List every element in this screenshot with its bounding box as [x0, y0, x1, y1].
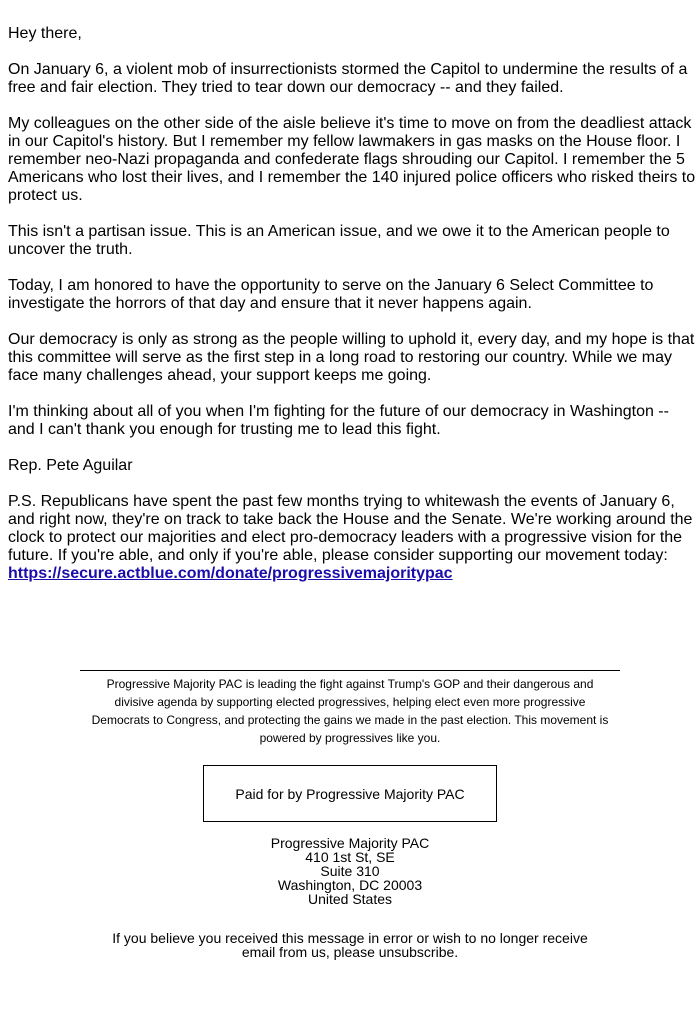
address-suite: Suite 310 — [320, 863, 380, 879]
address-name: Progressive Majority PAC — [270, 835, 430, 851]
email-body — [8, 25, 696, 601]
signature: Rep. Pete Aguilar — [8, 457, 133, 474]
paragraph-mob: On January 6, a violent mob of insurrectionists stormed the Capitol to undermine the results of a free and fair election. They tried to tear down our democracy -- and they failed. — [8, 61, 688, 96]
paragraph-democracy: Our democracy is only as strong as the people willing to uphold it, every day, and my hope is that this committee will serve as the first step in a long road to restoring our country. While we may face many challenges ahead, your support keeps me going. — [8, 331, 695, 384]
mailing-address — [80, 836, 620, 906]
paid-for-text: Paid for by Progressive Majority PAC — [235, 785, 465, 802]
paragraph-committee: Today, I am honored to have the opportunity to serve on the January 6 Select Committee to investigate the horrors of that day and ensure that it never happens again. — [8, 277, 654, 312]
postscript — [8, 493, 696, 583]
donate-link[interactable]: https://secure.actblue.com/donate/progressivemajoritypac — [8, 565, 453, 582]
postscript-text: P.S. Republicans have spent the past few months trying to whitewash the events of January 6, and right now, they're on track to take back the House and the Senate. We're working around the clock to protect our majorities and elect pro-democracy leaders with a progressive vision for the future. If you're able, and only if you're able, please consider supporting our movement today: — [8, 493, 693, 564]
paragraph-thanks: I'm thinking about all of you when I'm fighting for the future of our democracy in Washington -- and I can't thank you enough for trusting me to lead this fight. — [8, 403, 669, 438]
paid-for-box — [203, 765, 497, 822]
address-city: Washington, DC 20003 — [277, 877, 423, 893]
footer-description: Progressive Majority PAC is leading the fight against Trump's GOP and their dangerous and divisive agenda by supporting elected progressives, helping elect even more progressive Democrats to Congress, and protecting the gains we made in the past election. This movement is powered by progressives like you. — [91, 677, 609, 745]
greeting: Hey there, — [8, 25, 82, 42]
paragraph-partisan: This isn't a partisan issue. This is an American issue, and we owe it to the American people to uncover the truth. — [8, 223, 670, 258]
address-country: United States — [307, 891, 393, 907]
footer — [80, 670, 620, 959]
paragraph-remember: My colleagues on the other side of the aisle believe it's time to move on from the deadliest attack in our Capitol's history. But I remember my fellow lawmakers in gas masks on the House floor. I remember neo-Nazi propaganda and confederate flags shrouding our Capitol. I remember the 5 Americans who lost their lives, and I remember the 140 injured police officers who risked theirs to protect us. — [8, 115, 696, 204]
unsubscribe-notice[interactable]: If you believe you received this message in error or wish to no longer receive email from us, please unsubscribe. — [112, 930, 588, 960]
address-street: 410 1st St, SE — [305, 849, 395, 865]
